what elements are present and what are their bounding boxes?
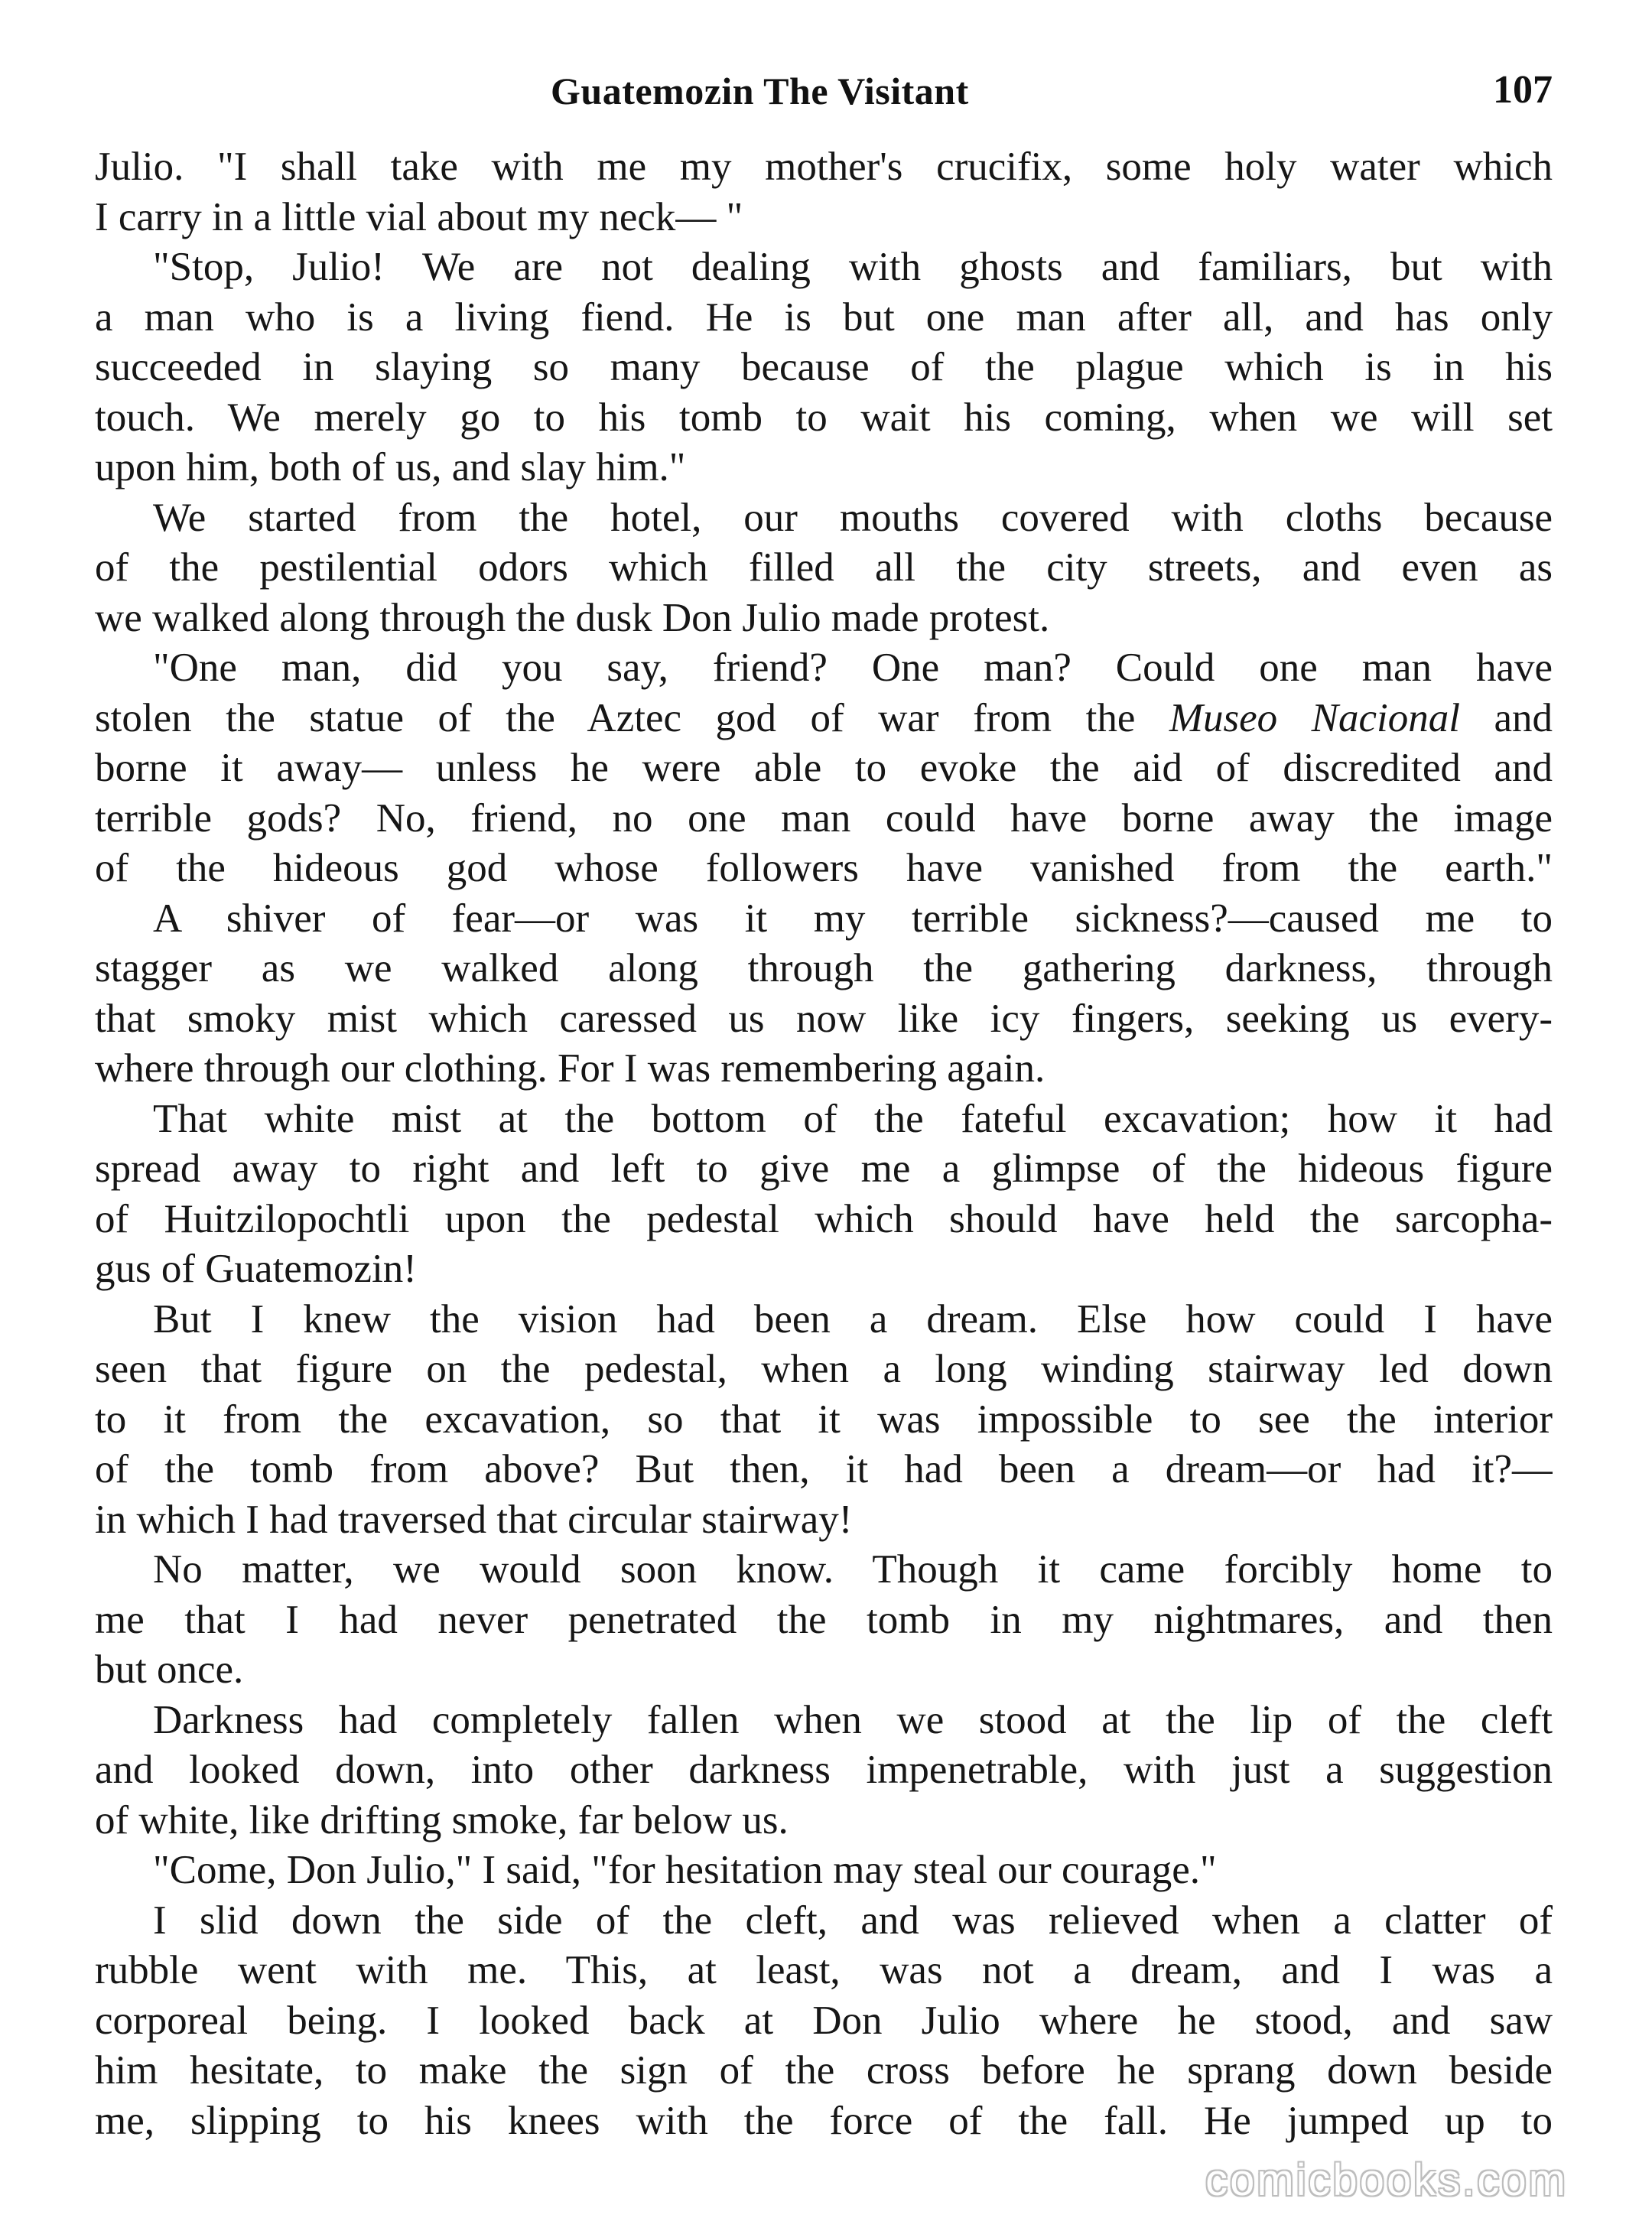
text-line: "Stop, Julio! We are not dealing with ghosts and familiars, but with	[153, 245, 1553, 289]
text-line: in which I had traversed that circular stairway!	[95, 1497, 853, 1542]
text-line: upon him, both of us, and slay him."	[95, 445, 686, 489]
text-line: that smoky mist which caressed us now like icy fingers, seeking us every-	[95, 996, 1553, 1041]
text-segment: and	[1459, 695, 1553, 740]
text-line	[95, 694, 1553, 744]
text-line: of the hideous god whose followers have vanished from the earth."	[95, 846, 1553, 890]
text-line: spread away to right and left to give me a glimpse of the hideous figure	[95, 1146, 1553, 1191]
text-line: No matter, we would soon know. Though it came forcibly home to	[153, 1547, 1553, 1592]
text-line: That white mist at the bottom of the fateful excavation; how it had	[153, 1096, 1553, 1141]
text-line: a man who is a living fiend. He is but one man after all, and has only	[95, 294, 1553, 340]
text-line: of white, like drifting smoke, far below us.	[95, 1797, 789, 1842]
text-line: I carry in a little vial about my neck— "	[95, 194, 743, 239]
text-line: me that I had never penetrated the tomb in my nightmares, and then	[95, 1597, 1553, 1642]
text-line: touch. We merely go to his tomb to wait his coming, when we will set	[95, 395, 1553, 440]
text-line: of the pestilential odors which filled all the city streets, and even as	[95, 545, 1553, 590]
text-line: rubble went with me. This, at least, was not a dream, and I was a	[95, 1948, 1553, 1992]
text-line: corporeal being. I looked back at Don Julio where he stood, and saw	[95, 1998, 1553, 2043]
text-line: borne it away— unless he were able to evoke the aid of discredited and	[95, 746, 1553, 790]
text-line: A shiver of fear—or was it my terrible sickness?—caused me to	[153, 896, 1553, 941]
text-line: Julio. "I shall take with me my mother's crucifix, some holy water which	[95, 145, 1553, 189]
text-line: we walked along through the dusk Don Julio made protest.	[95, 595, 1050, 640]
text-line: and looked down, into other darkness impenetrable, with just a suggestion	[95, 1748, 1553, 1792]
text-line: I slid down the side of the cleft, and was relieved when a clatter of	[153, 1898, 1553, 1943]
italic-title: Museo Nacional	[1169, 695, 1460, 740]
body-text	[95, 142, 1553, 2146]
text-line: him hesitate, to make the sign of the cross before he sprang down beside	[95, 2048, 1553, 2093]
text-line: stagger as we walked along through the gathering darkness, through	[95, 946, 1553, 990]
page-number: 107	[1493, 68, 1553, 112]
text-line: terrible gods? No, friend, no one man could have borne away the image	[95, 795, 1553, 841]
text-line: succeeded in slaying so many because of the plague which is in his	[95, 345, 1553, 389]
text-line: We started from the hotel, our mouths covered with cloths because	[153, 495, 1553, 540]
text-line: seen that figure on the pedestal, when a long winding stairway led down	[95, 1347, 1553, 1391]
text-line: But I knew the vision had been a dream. Else how could I have	[153, 1296, 1553, 1342]
text-line: to it from the excavation, so that it was impossible to see the interior	[95, 1397, 1553, 1442]
text-line: of the tomb from above? But then, it had been a dream—or had it?—	[95, 1447, 1553, 1491]
text-line: but once.	[95, 1647, 244, 1692]
page-header	[0, 69, 1652, 130]
text-line: where through our clothing. For I was remembering again.	[95, 1046, 1046, 1091]
text-line: me, slipping to his knees with the force of the fall. He jumped up to	[95, 2098, 1553, 2143]
running-title: Guatemozin The Visitant	[551, 70, 969, 112]
watermark: comicbooks.com	[1205, 2155, 1568, 2205]
text-line: of Huitzilopochtli upon the pedestal which should have held the sarcopha-	[95, 1196, 1553, 1241]
text-line: gus of Guatemozin!	[95, 1247, 417, 1291]
text-segment: stolen the statue of the Aztec god of war from the	[95, 695, 1169, 740]
text-line: "Come, Don Julio," I said, "for hesitation may steal our courage."	[153, 1848, 1217, 1892]
text-line: "One man, did you say, friend? One man? Could one man have	[153, 646, 1553, 690]
text-line: Darkness had completely fallen when we stood at the lip of the cleft	[153, 1697, 1553, 1742]
